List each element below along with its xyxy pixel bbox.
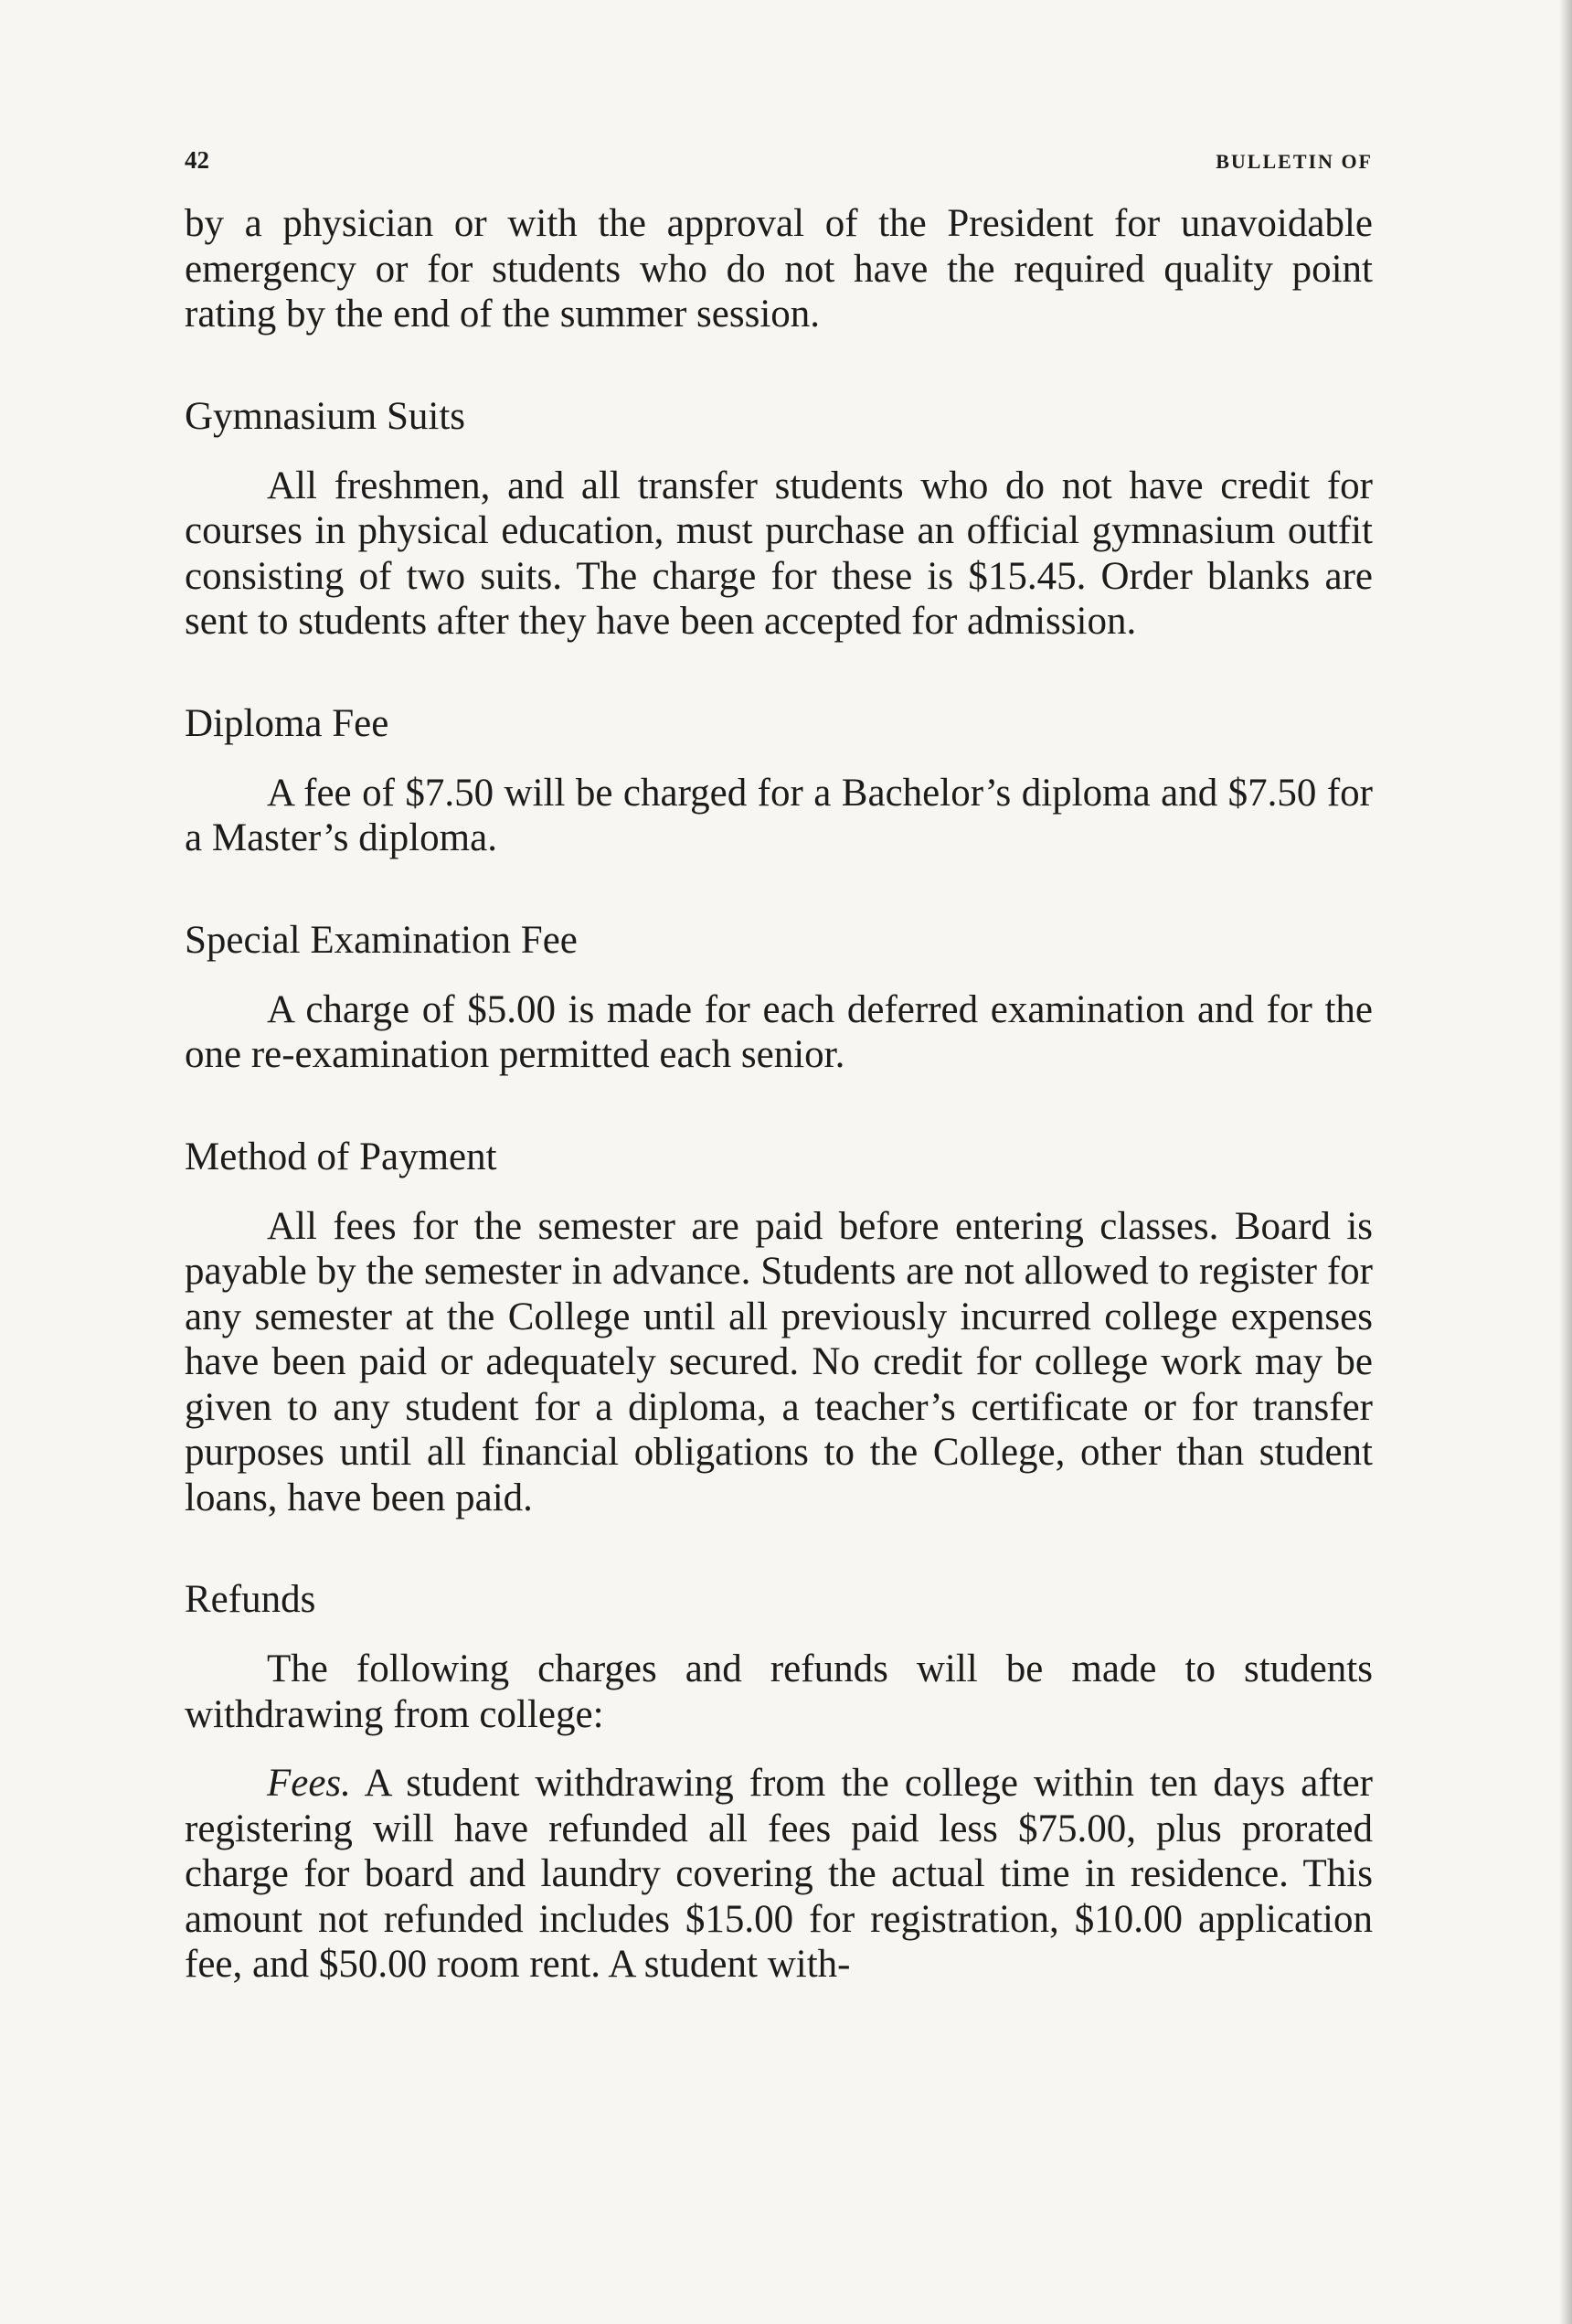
section-heading: Gymnasium Suits: [185, 394, 466, 438]
section-heading: Refunds: [185, 1578, 316, 1621]
fees-body: A student withdrawing from the college within ten days after registering will have refunded all fees paid less $75.00, plus prorated charge for board and laundry covering the actual time in residence. This amount not refunded includes $15.00 for registration, $10.00 application fee, and $50.00 room rent. A student with-: [185, 1762, 1373, 1986]
continuation-paragraph: by a physician or with the approval of the President for unavoidable emergency or for students who do not have the required quality point rating by the end of the summer session.: [185, 202, 1373, 336]
section-special-examination-fee: [185, 918, 1373, 1078]
section-heading: Diploma Fee: [185, 701, 389, 745]
section-heading: Method of Payment: [185, 1135, 497, 1178]
page-edge-shadow: [1559, 0, 1572, 2324]
fees-label: Fees.: [267, 1762, 351, 1805]
page-number: 42: [185, 146, 209, 174]
section-refunds: [185, 1577, 1373, 1988]
refunds-fees-paragraph: [185, 1761, 1373, 1988]
section-body: A fee of $7.50 will be charged for a Bachelor’s diploma and $7.50 for a Master’s diploma.: [185, 771, 1373, 859]
section-body: A charge of $5.00 is made for each deferred examination and for the one re-examination permitted each senior.: [185, 987, 1373, 1076]
section-diploma-fee: [185, 701, 1373, 861]
section-heading: Special Examination Fee: [185, 918, 578, 962]
section-method-of-payment: [185, 1135, 1373, 1521]
section-gymnasium-suits: [185, 394, 1373, 645]
section-body: All freshmen, and all transfer students who do not have credit for courses in physical education, must purchase an official gymnasium outfit consisting of two suits. The charge for these is $15.45. Order blanks are sent to students after they have been accepted for admission.: [185, 464, 1373, 643]
running-header: [185, 146, 1373, 201]
document-page: [185, 146, 1373, 1988]
section-body: All fees for the semester are paid before entering classes. Board is payable by the semester in advance. Students are not allowed to register for any semester at the College until all previously incurred college expenses have been paid or adequately secured. No credit for college work may be given to any student for a diploma, a teacher’s certificate or for transfer purposes until all financial obligations to the College, other than student loans, have been paid.: [185, 1204, 1373, 1519]
running-title: BULLETIN OF: [1216, 150, 1373, 173]
refunds-intro: The following charges and refunds will be made to students withdrawing from college:: [185, 1647, 1373, 1736]
